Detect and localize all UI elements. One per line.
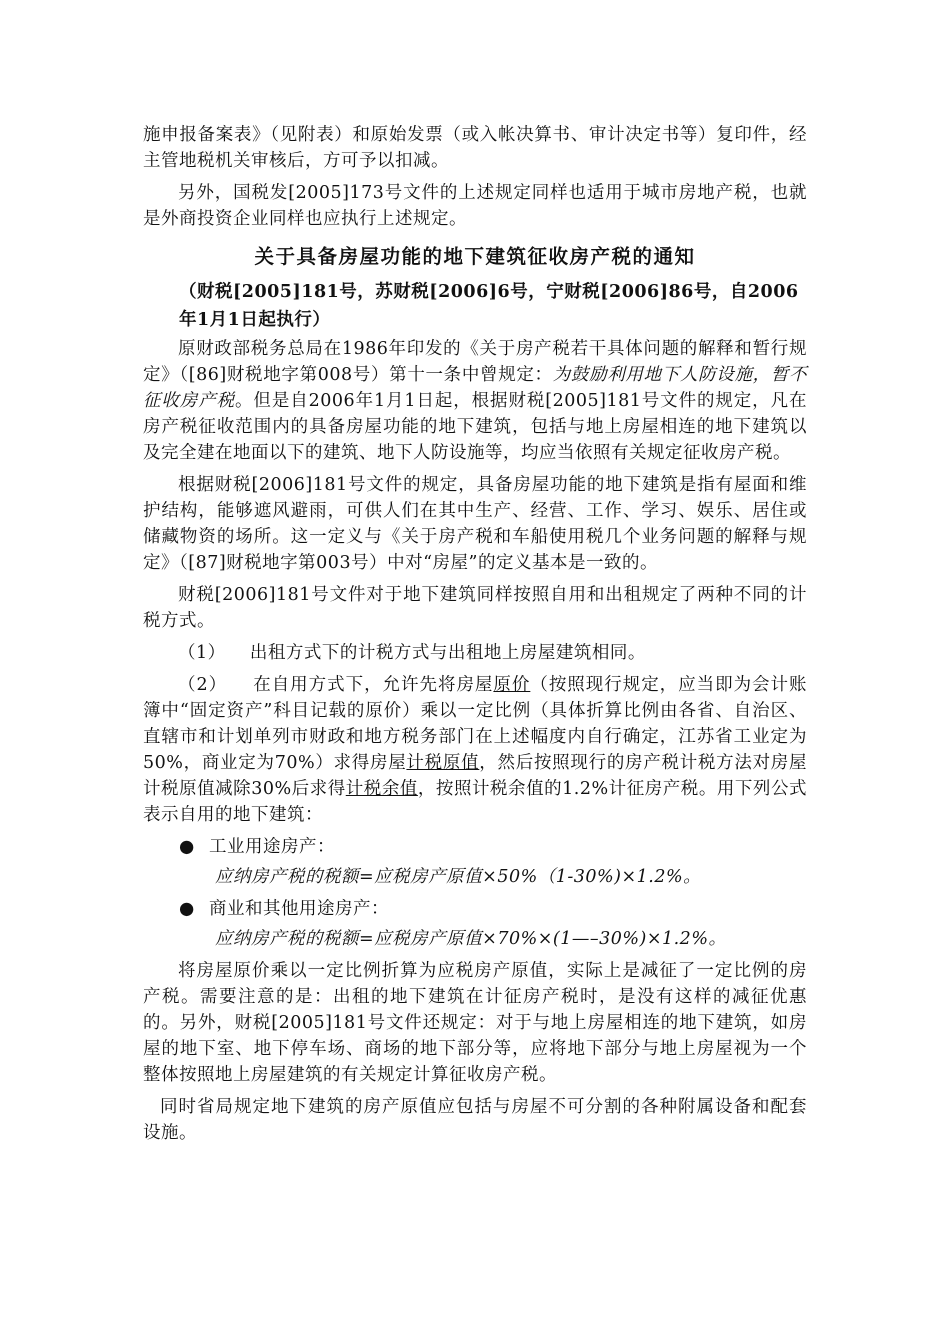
bullet-label: 商业和其他用途房产： bbox=[209, 899, 389, 919]
history-text: 原财政部税务总局在1986年印发的《关于房产税若干具体问题的解释和暂行规定》（[86]财税地字第008号）第十一条中曾规定： bbox=[143, 339, 807, 385]
paragraph-provincial-rule: 同时省局规定地下建筑的房产原值应包括与房屋不可分割的各种附属设备和配套设施。 bbox=[143, 1097, 807, 1143]
item-text: ，按照计税余值的1.2%计征房产税。用下列公式表示自用的地下建筑： bbox=[143, 779, 807, 825]
term-taxable-original-value: 计税原值 bbox=[406, 753, 480, 773]
list-item-self-use bbox=[143, 672, 807, 828]
item-number: （2） bbox=[178, 675, 228, 695]
bullet-industrial bbox=[179, 834, 807, 860]
term-taxable-residual-value: 计税余值 bbox=[345, 779, 418, 799]
formula-commercial: 应纳房产税的税额=应税房产原值×70%×(1—–30%)×1.2%。 bbox=[215, 929, 727, 949]
item-text: 在自用方式下，允许先将房屋 bbox=[253, 675, 494, 695]
paragraph-definition: 根据财税[2006]181号文件的规定，具备房屋功能的地下建筑是指有屋面和维护结构，能够遮风避雨，可供人们在其中生产、经营、工作、学习、娱乐、居住或储藏物资的场所。这一定义与《关于房产税和车船使用税几个业务问题的解释与规定》（[87]财税地字第003号）中对“房屋”的定义基本是一致的。 bbox=[143, 475, 807, 573]
paragraph-also: 另外，国税发[2005]173号文件的上述规定同样也适用于城市房地产税，也就是外商投资企业同样也应执行上述规定。 bbox=[143, 183, 807, 229]
bullet-commercial bbox=[179, 896, 807, 922]
bullet-icon: ● bbox=[179, 837, 195, 857]
item-number: （1） bbox=[178, 643, 226, 663]
term-original-price: 原价 bbox=[493, 675, 531, 695]
history-quote: 为鼓励利用地下人防设施，暂不征收房产税 bbox=[143, 365, 807, 411]
formula-industrial: 应纳房产税的税额=应税房产原值×50%（1-30%)×1.2%。 bbox=[215, 867, 702, 887]
history-text-2: 。但是自2006年1月1日起，根据财税[2005]181号文件的规定，凡在房产税征收范围内的具备房屋功能的地下建筑，包括与地上房屋相连的地下建筑以及完全建在地面以下的建筑、地下人防设施等，均应当依照有关规定征收房产税。 bbox=[143, 391, 807, 463]
section-subtitle: （财税[2005]181号，苏财税[2006]6号，宁财税[2006]86号，自2006年1月1日起执行） bbox=[179, 282, 799, 330]
list-item-rental bbox=[143, 640, 807, 666]
item-text: 出租方式下的计税方式与出租地上房屋建筑相同。 bbox=[249, 643, 646, 663]
document-page bbox=[143, 122, 807, 1146]
paragraph-two-methods: 财税[2006]181号文件对于地下建筑同样按照自用和出租规定了两种不同的计税方式。 bbox=[143, 585, 807, 631]
bullet-label: 工业用途房产： bbox=[209, 837, 335, 857]
paragraph-continued: 施申报备案表》（见附表）和原始发票（或入帐决算书、审计决定书等）复印件，经主管地税机关审核后，方可予以扣减。 bbox=[143, 125, 807, 171]
bullet-icon: ● bbox=[179, 899, 195, 919]
section-title: 关于具备房屋功能的地下建筑征收房产税的通知 bbox=[254, 245, 696, 268]
item-text: （按照现行规定，应当即为会计账簿中“固定资产”科目记载的原价）乘以一定比例（具体折算比例由各省、自治区、直辖市和计划单列市财政和地方税务部门在上述幅度内自行确定，江苏省工业定为50%，商业定为70%）求得房屋 bbox=[143, 675, 807, 773]
item-text: ，然后按照现行的房产税计税方法对房屋计税原值减除30%后求得 bbox=[143, 753, 808, 799]
paragraph-history bbox=[143, 336, 807, 466]
paragraph-reduction: 将房屋原价乘以一定比例折算为应税房产原值，实际上是减征了一定比例的房产税。需要注意的是：出租的地下建筑在计征房产税时，是没有这样的减征优惠的。另外，财税[2005]181号文件还规定：对于与地上房屋相连的地下建筑，如房屋的地下室、地下停车场、商场的地下部分等，应将地下部分与地上房屋视为一个整体按照地上房屋建筑的有关规定计算征收房产税。 bbox=[143, 961, 807, 1085]
